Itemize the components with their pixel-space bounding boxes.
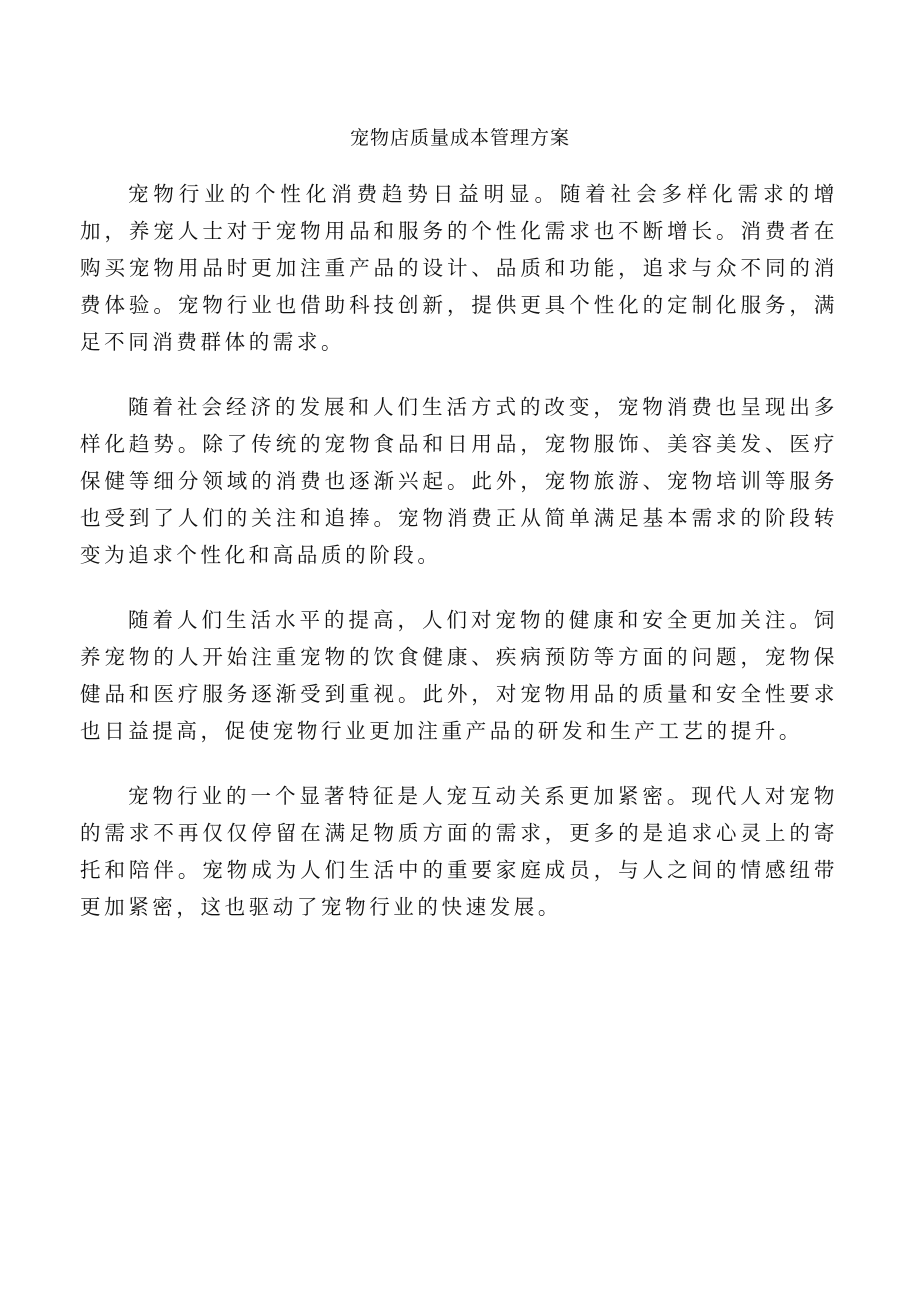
paragraph-2: 随着社会经济的发展和人们生活方式的改变，宠物消费也呈现出多样化趋势。除了传统的宠物食品和日用品，宠物服饰、美容美发、医疗保健等细分领域的消费也逐渐兴起。此外，宠物旅游、宠物培训等服务也受到了人们的关注和追捧。宠物消费正从简单满足基本需求的阶段转变为追求个性化和高品质的阶段。 bbox=[80, 395, 838, 567]
paragraph-4: 宠物行业的一个显著特征是人宠互动关系更加紧密。现代人对宠物的需求不再仅仅停留在满足物质方面的需求，更多的是追求心灵上的寄托和陪伴。宠物成为人们生活中的重要家庭成员，与人之间的情感纽带更加紧密，这也驱动了宠物行业的快速发展。 bbox=[80, 784, 838, 919]
document-body bbox=[80, 176, 838, 954]
paragraph-3: 随着人们生活水平的提高，人们对宠物的健康和安全更加关注。饲养宠物的人开始注重宠物的饮食健康、疾病预防等方面的问题，宠物保健品和医疗服务逐渐受到重视。此外，对宠物用品的质量和安全性要求也日益提高，促使宠物行业更加注重产品的研发和生产工艺的提升。 bbox=[80, 608, 838, 743]
document-title: 宠物店质量成本管理方案 bbox=[349, 127, 570, 149]
paragraph-1: 宠物行业的个性化消费趋势日益明显。随着社会多样化需求的增加，养宠人士对于宠物用品和服务的个性化需求也不断增长。消费者在购买宠物用品时更加注重产品的设计、品质和功能，追求与众不同的消费体验。宠物行业也借助科技创新，提供更具个性化的定制化服务，满足不同消费群体的需求。 bbox=[80, 182, 838, 354]
